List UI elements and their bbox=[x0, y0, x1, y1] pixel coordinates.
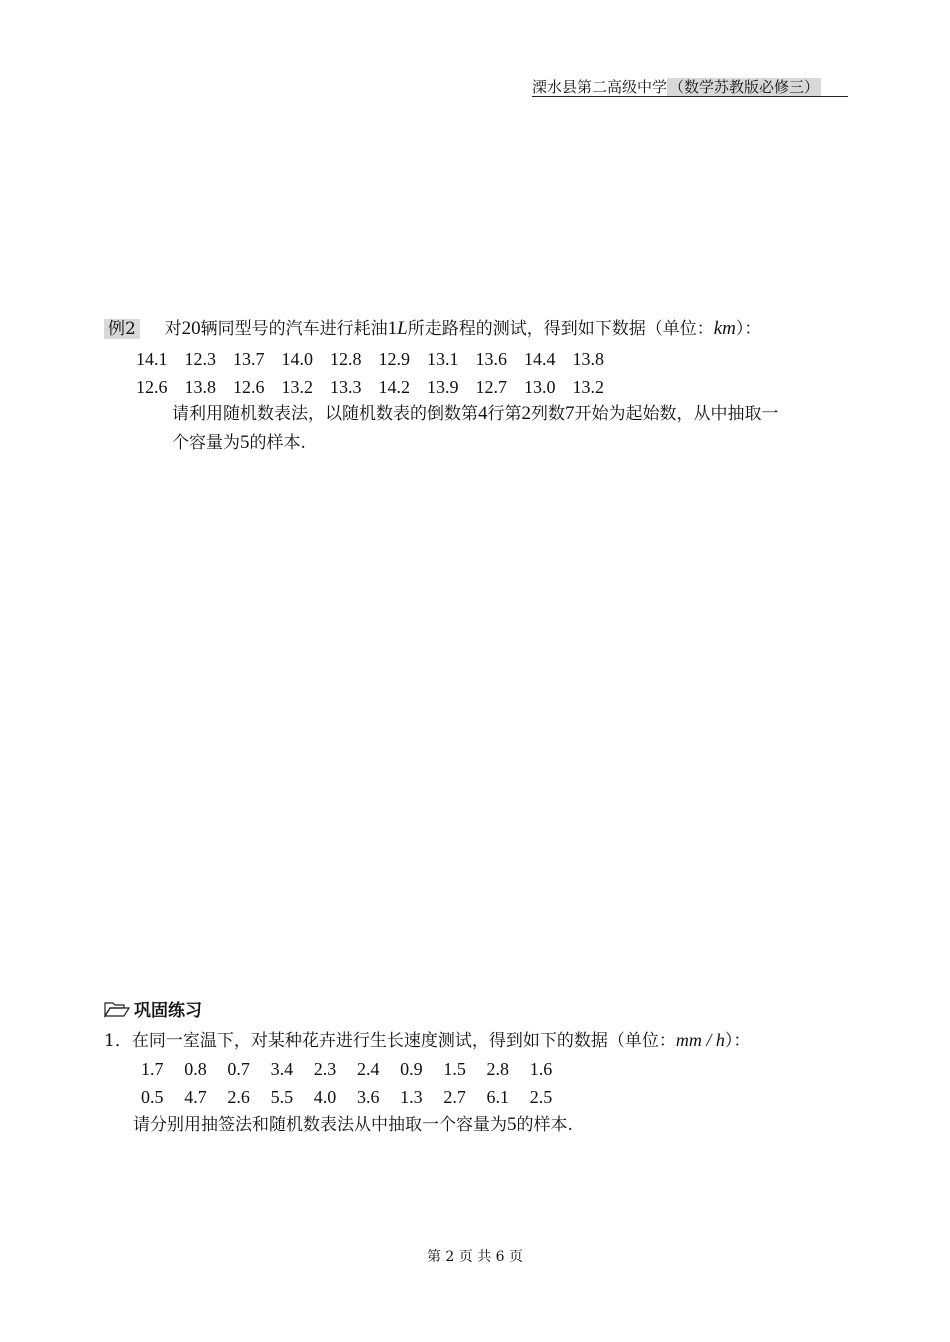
example2-task-line-1 bbox=[172, 403, 779, 425]
data-value: 0.8 bbox=[184, 1059, 207, 1079]
data-value: 2.7 bbox=[443, 1087, 466, 1107]
example2-label: 例2 bbox=[104, 319, 140, 339]
data-value: 13.8 bbox=[184, 377, 216, 397]
data-value: 12.7 bbox=[475, 377, 507, 397]
example2-intro-d: ）： bbox=[735, 319, 762, 339]
data-value: 12.6 bbox=[136, 377, 168, 397]
data-value: 12.9 bbox=[378, 349, 410, 369]
data-value: 12.8 bbox=[330, 349, 362, 369]
data-value: 13.1 bbox=[427, 349, 459, 369]
data-value: 1.5 bbox=[443, 1059, 466, 1079]
practice-q1-intro bbox=[104, 1029, 750, 1052]
q1-task bbox=[133, 1114, 573, 1136]
example2-task-col: 2 bbox=[521, 403, 531, 424]
example2-num-cars: 20 bbox=[181, 318, 201, 339]
data-value: 14.4 bbox=[524, 349, 556, 369]
q1-data-row-2 bbox=[141, 1086, 573, 1108]
data-value: 13.9 bbox=[427, 377, 459, 397]
example2-task-num: 7 bbox=[565, 403, 575, 424]
example2-intro-a: 对 bbox=[164, 319, 182, 339]
q1-text-a: 在同一室温下，对某种花卉进行生长速度测试，得到如下的数据（单位： bbox=[131, 1031, 676, 1051]
example2-fuel: 1 bbox=[387, 318, 398, 339]
data-value: 1.7 bbox=[141, 1059, 164, 1079]
page-header bbox=[532, 78, 848, 97]
example2-task-row: 4 bbox=[478, 403, 488, 424]
data-value: 13.0 bbox=[524, 377, 556, 397]
header-subject: （数学苏教版必修三） bbox=[669, 78, 820, 96]
q1-task-size: 5 bbox=[507, 1114, 517, 1135]
data-value: 6.1 bbox=[486, 1087, 509, 1107]
data-value: 0.5 bbox=[141, 1087, 164, 1107]
header-school: 溧水县第二高级中学 bbox=[532, 78, 668, 96]
data-value: 13.2 bbox=[281, 377, 313, 397]
q1-task-b: 的样本. bbox=[516, 1115, 573, 1135]
practice-title: 巩固练习 bbox=[134, 1001, 202, 1021]
example2-task-b: 行第 bbox=[487, 404, 522, 424]
data-value: 2.5 bbox=[529, 1087, 553, 1107]
data-value: 2.3 bbox=[313, 1059, 337, 1079]
data-value: 14.2 bbox=[378, 377, 410, 397]
practice-heading bbox=[104, 1000, 202, 1022]
data-value: 13.6 bbox=[475, 349, 507, 369]
data-value: 5.5 bbox=[270, 1087, 294, 1107]
data-value: 13.2 bbox=[572, 377, 604, 397]
example2-intro bbox=[104, 318, 761, 340]
q1-text-b: ）： bbox=[724, 1031, 751, 1051]
data-value: 0.7 bbox=[227, 1059, 250, 1079]
example2-task-size: 5 bbox=[240, 432, 250, 453]
data-value: 4.0 bbox=[313, 1087, 337, 1107]
data-value: 2.4 bbox=[356, 1059, 380, 1079]
data-value: 1.3 bbox=[400, 1087, 423, 1107]
data-value: 3.6 bbox=[356, 1087, 380, 1107]
q1-unit: mm / h bbox=[675, 1030, 725, 1050]
data-value: 4.7 bbox=[184, 1087, 207, 1107]
data-value: 0.9 bbox=[400, 1059, 423, 1079]
folder-icon bbox=[104, 1000, 130, 1018]
example2-data-row-2 bbox=[136, 376, 621, 398]
q1-data-row-1 bbox=[141, 1058, 573, 1080]
example2-unit: km bbox=[713, 318, 736, 339]
data-value: 14.0 bbox=[281, 349, 313, 369]
data-value: 3.4 bbox=[270, 1059, 294, 1079]
example2-data-row-1 bbox=[136, 348, 621, 370]
data-value: 2.8 bbox=[486, 1059, 509, 1079]
data-value: 1.6 bbox=[529, 1059, 553, 1079]
data-value: 13.8 bbox=[572, 349, 604, 369]
data-value: 13.3 bbox=[330, 377, 362, 397]
data-value: 12.6 bbox=[233, 377, 265, 397]
data-value: 12.3 bbox=[184, 349, 216, 369]
example2-task-a: 请利用随机数表法，以随机数表的倒数第 bbox=[172, 404, 478, 424]
data-value: 13.7 bbox=[233, 349, 265, 369]
example2-task-c: 列数 bbox=[531, 404, 565, 424]
example2-task-d: 开始为起始数，从中抽取一 bbox=[574, 404, 779, 424]
example2-fuel-unit: L bbox=[397, 318, 408, 339]
data-value: 14.1 bbox=[136, 349, 168, 369]
data-value: 2.6 bbox=[227, 1087, 250, 1107]
example2-intro-b: 辆同型号的汽车进行耗油 bbox=[200, 319, 388, 339]
q1-task-a: 请分别用抽签法和随机数表法从中抽取一个容量为 bbox=[133, 1115, 507, 1135]
example2-task-e: 个容量为 bbox=[172, 433, 240, 453]
page-footer: 第 2 页 共 6 页 bbox=[426, 1249, 524, 1265]
example2-intro-c: 所走路程的测试，得到如下数据（单位： bbox=[407, 319, 714, 339]
example2-task-f: 的样本. bbox=[249, 433, 306, 453]
q1-number: 1． bbox=[104, 1031, 132, 1051]
example2-task-line-2 bbox=[172, 432, 306, 454]
